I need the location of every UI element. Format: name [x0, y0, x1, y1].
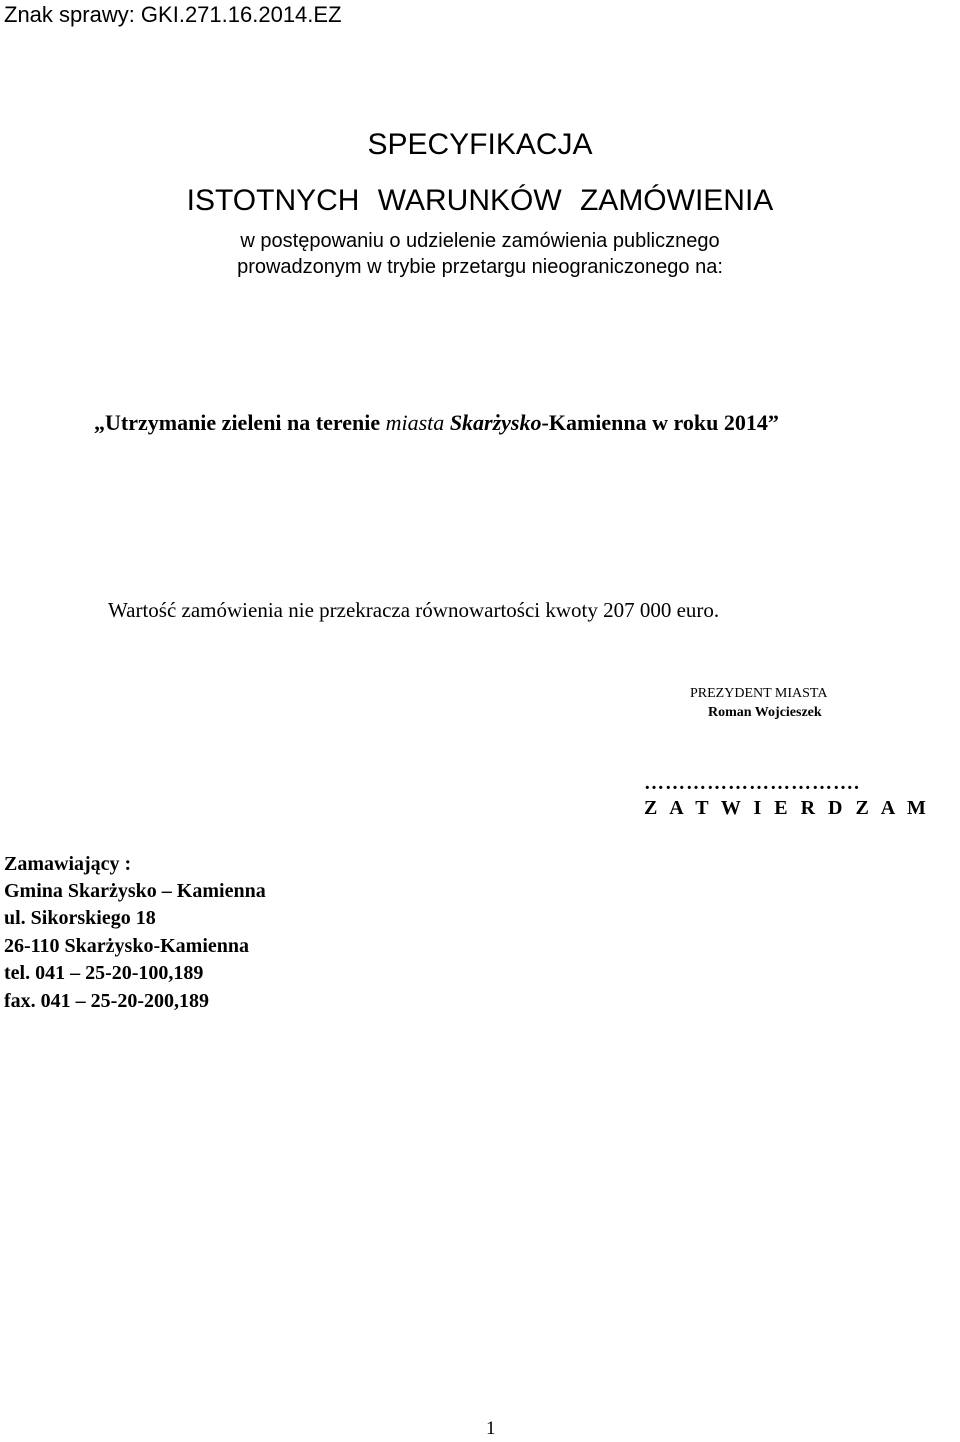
- subject-part-1: Utrzymanie zieleni na terenie: [105, 410, 386, 435]
- mayor-title: PREZYDENT MIASTA: [690, 686, 828, 701]
- document-subtitle-line-2: prowadzonym w trybie przetargu nieograniczonego na:: [237, 256, 723, 278]
- subject-part-4: -Kamienna w roku 2014: [541, 410, 768, 435]
- document-title: SPECYFIKACJA: [367, 128, 593, 161]
- page-number: 1: [486, 1418, 496, 1439]
- contracting-party-city: 26-110 Skarżysko-Kamienna: [4, 935, 250, 957]
- contract-subject: [94, 410, 779, 436]
- value-note: Wartość zamówienia nie przekracza równowartości kwoty 207 000 euro.: [108, 598, 720, 622]
- document-subtitle-line-1: w postępowaniu o udzielenie zamówienia publicznego: [240, 230, 720, 252]
- signature-dots: ………………………….: [644, 772, 860, 794]
- contracting-party-phone: tel. 041 – 25-20-100,189: [4, 962, 204, 984]
- approve-label: Z A T W I E R D Z A M: [644, 797, 930, 819]
- mayor-name: Roman Wojcieszek: [708, 705, 822, 720]
- subject-close-quote: ”: [767, 410, 779, 435]
- subject-part-2: miasta: [385, 410, 450, 435]
- contracting-party-fax: fax. 041 – 25-20-200,189: [4, 990, 209, 1012]
- contracting-party-heading: Zamawiający :: [4, 853, 132, 875]
- case-reference: Znak sprawy: GKI.271.16.2014.EZ: [4, 2, 342, 27]
- subject-open-quote: „: [94, 410, 105, 435]
- contracting-party-street: ul. Sikorskiego 18: [4, 907, 156, 929]
- document-title-line-2: ISTOTNYCH WARUNKÓW ZAMÓWIENIA: [186, 184, 774, 217]
- subject-part-3: Skarżysko: [449, 410, 542, 435]
- contracting-party-name: Gmina Skarżysko – Kamienna: [4, 880, 266, 902]
